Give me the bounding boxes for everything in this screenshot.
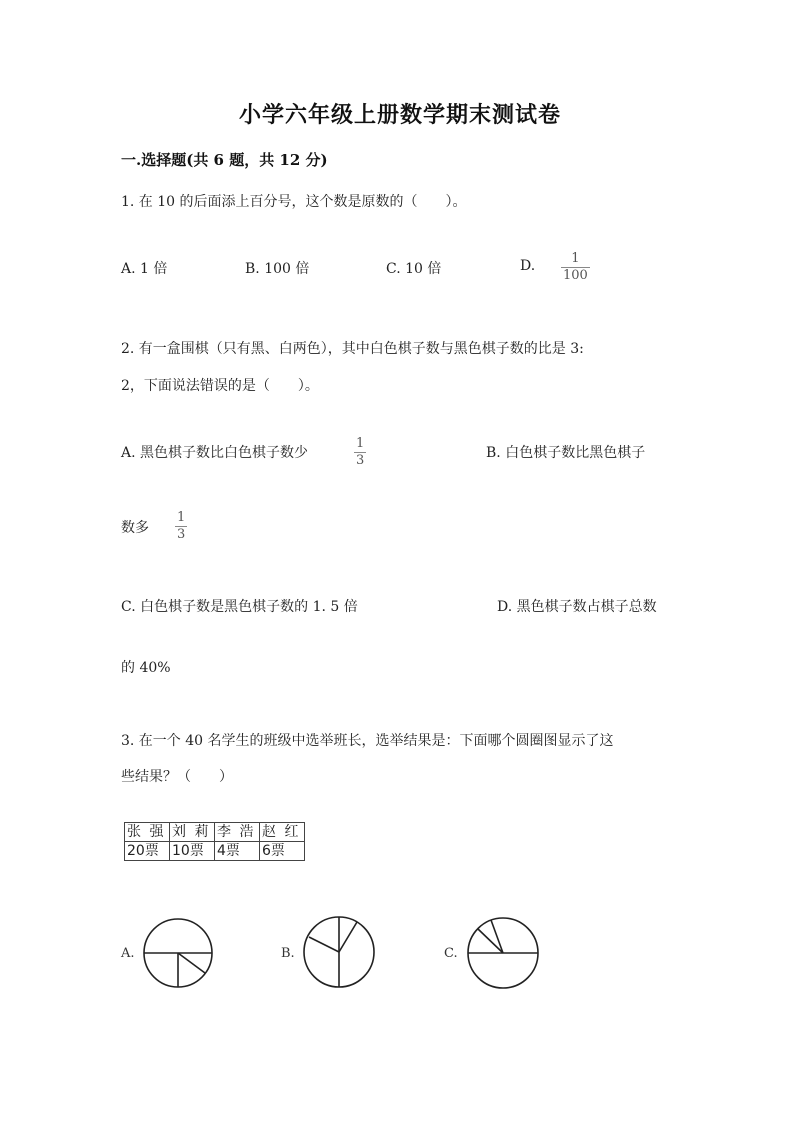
question-2-option-d[interactable]: D. 黑色棋子数占棋子总数 xyxy=(497,599,657,615)
question-3-text-line1: 3. 在一个 40 名学生的班级中选举班长，选举结果是：下面哪个圆圈图显示了这 xyxy=(121,733,614,749)
pie-option-c-label[interactable]: C. xyxy=(444,946,458,961)
question-2-option-a[interactable]: A. 黑色棋子数比白色棋子数少 xyxy=(121,445,309,461)
question-2-option-b-continued: 数多 xyxy=(121,520,149,536)
pie-option-a-label[interactable]: A. xyxy=(121,946,135,961)
question-2-text-line1: 2. 有一盒围棋（只有黑、白两色），其中白色棋子数与黑色棋子数的比是 3: xyxy=(121,341,584,357)
table-row-votes xyxy=(125,842,305,861)
question-2-option-b[interactable]: B. 白色棋子数比黑色棋子 xyxy=(486,445,646,461)
option-d-label: D. xyxy=(520,258,536,274)
fraction-numerator: 1 xyxy=(177,510,186,525)
table-cell-votes: 4票 xyxy=(215,842,260,861)
table-cell-name: 李 浩 xyxy=(215,823,260,842)
fraction-one-third-b xyxy=(175,511,187,542)
fraction-numerator: 1 xyxy=(571,251,580,266)
pie-chart-option-c[interactable] xyxy=(466,916,540,990)
table-cell-votes: 20票 xyxy=(125,842,170,861)
table-cell-votes: 6票 xyxy=(260,842,305,861)
table-cell-name: 赵 红 xyxy=(260,823,305,842)
pie-option-b-label[interactable]: B. xyxy=(281,946,295,961)
fraction-denominator: 100 xyxy=(563,268,588,283)
question-1-option-c[interactable]: C. 10 倍 xyxy=(386,261,442,277)
table-cell-votes: 10票 xyxy=(170,842,215,861)
fraction-one-third-a xyxy=(354,437,366,468)
fraction-one-hundredth xyxy=(561,252,590,283)
question-1-option-a[interactable]: A. 1 倍 xyxy=(121,261,168,277)
table-cell-name: 刘 莉 xyxy=(170,823,215,842)
question-2-text-line2: 2，下面说法错误的是（ ）。 xyxy=(121,378,319,394)
section-heading: 一.选择题(共 6 题，共 12 分) xyxy=(121,151,328,169)
fraction-denominator: 3 xyxy=(356,453,365,468)
question-3-text-line2: 些结果？（ ） xyxy=(121,769,233,785)
table-row-names xyxy=(125,823,305,842)
page-title: 小学六年级上册数学期末测试卷 xyxy=(238,102,561,128)
question-2-option-c[interactable]: C. 白色棋子数是黑色棋子数的 1. 5 倍 xyxy=(121,599,358,615)
pie-chart-option-a[interactable] xyxy=(142,917,214,989)
question-1-option-b[interactable]: B. 100 倍 xyxy=(245,261,310,277)
fraction-denominator: 3 xyxy=(177,527,186,542)
question-2-option-d-continued: 的 40% xyxy=(121,660,171,676)
vote-results-table xyxy=(124,822,305,861)
question-1-option-d[interactable] xyxy=(520,258,535,274)
pie-chart-option-b[interactable] xyxy=(302,915,376,989)
table-cell-name: 张 强 xyxy=(125,823,170,842)
fraction-numerator: 1 xyxy=(356,436,365,451)
question-1-text: 1. 在 10 的后面添上百分号，这个数是原数的（ ）。 xyxy=(121,194,467,210)
